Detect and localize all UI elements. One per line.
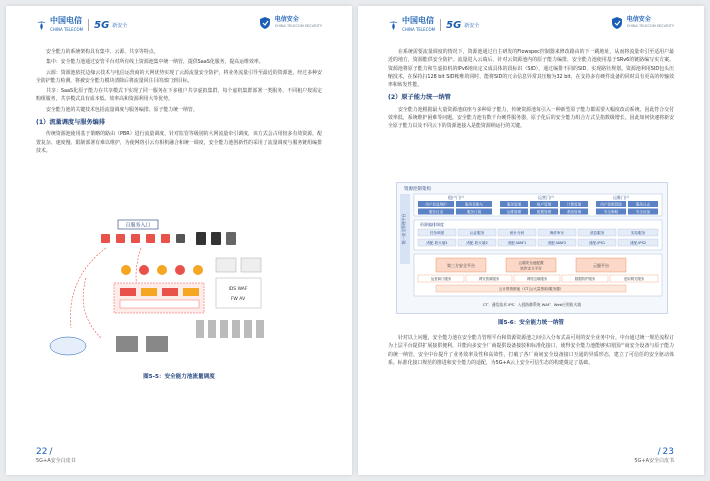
box-label: 适配-防火墙1 bbox=[426, 241, 448, 245]
box-label: 虚拟网关服务 bbox=[623, 277, 645, 281]
box-label: 用户信息维护 bbox=[425, 202, 447, 207]
china-telecom-logo bbox=[388, 16, 479, 34]
security-brand-sub: CHINA TELECOM SECURITY bbox=[274, 24, 322, 28]
box-label: 任务调度 bbox=[429, 231, 445, 235]
box-label: 云计算资源池（CT云/大量资源/服务器） bbox=[498, 287, 564, 291]
security-logo bbox=[610, 16, 674, 30]
box-label: 消息服务 bbox=[589, 231, 605, 235]
paragraph: 传统资源池使用基于策略的路由（PBR）进行流量调度，针对监管等级别的大网流量牵引调度，该方式会占用较多有效资源，配置复杂、速度慢、限制部署有难以维护，为使网络引云有相机融合和统一调度，安全能力池创新性的采用了流量调度与服务链组编排技术。 bbox=[36, 131, 322, 154]
server-racks bbox=[196, 320, 264, 338]
unified-management-figure bbox=[396, 182, 668, 314]
box-label: 计费管理 bbox=[566, 202, 582, 207]
box-label: 适配-WAF1 bbox=[507, 241, 527, 245]
5g-mark: 5G bbox=[94, 19, 110, 31]
security-logo-icon bbox=[610, 17, 624, 29]
page-footer bbox=[36, 448, 76, 465]
box-label: 配置管理 bbox=[536, 210, 552, 214]
box-label: 安全策略 bbox=[603, 210, 619, 214]
box-label: 安全设备 bbox=[635, 210, 651, 214]
box-label: 运营商门服务 bbox=[430, 277, 452, 281]
china-telecom-icon bbox=[388, 20, 399, 31]
box-label: 服务管理 bbox=[506, 202, 522, 207]
server-icon bbox=[146, 336, 168, 352]
page-slash: / bbox=[49, 447, 53, 457]
traffic-scheduling-diagram bbox=[46, 218, 312, 368]
figure-caption: 图5-6：安全能力统一纳管 bbox=[497, 320, 565, 326]
figure-legend: CT：通信技术 IPS：入侵防御系统 WAF：Web应用防火墙 bbox=[482, 302, 582, 307]
paragraph: 云源：资源池依托边缘云技术与电信运营商的大网优势实现了云源流量安全防护，将业务流量引导至最近的资源池，经过多种安全防护能力检测，将被安全能力模块清除后将流量回注目的部门到目标。 bbox=[36, 69, 322, 84]
box-label: 适配-IPS1 bbox=[588, 241, 606, 245]
figure-caption: 图5-5：安全能力池流量调度 bbox=[143, 374, 215, 380]
user-icons-row bbox=[101, 232, 236, 245]
china-telecom-icon bbox=[36, 20, 47, 31]
box-label: 软件定义平台 bbox=[520, 266, 542, 271]
server-icon bbox=[116, 336, 138, 352]
svg-text:FW AV: FW AV bbox=[230, 297, 246, 302]
svg-text:IDS WAF: IDS WAF bbox=[228, 287, 248, 292]
unified-management-diagram bbox=[396, 182, 668, 314]
security-brand-sub: CHINA TELECOM SECURITY bbox=[626, 24, 674, 28]
box-label: 系统管理 bbox=[566, 210, 582, 214]
row-label: 租户门户 bbox=[448, 195, 464, 200]
paragraph: 在系统需要流量调度的情况下，资源池通过自主研发的Flowspec控制器来修改路由的下一跳地址，从而将流量牵引至适用户最近的地方，资源能供安全防护。流量进入云端后，针对云资源池内的原子能力编排，安全能力池使用基于SRv6的链路编写实方案。资源池将原子能力和生虚拟机的IPv6地址定义成具体的段标识（SID），通过编排不同的SID，实现路径规划。资源池利用SID包头压缩技术，在保持扫128 bit SID帐唯的同时，能将SID的冗余信息异常其压缩为32 bit，在支持多有硬件设备的同时具有更高的传输效率和转发性能。 bbox=[388, 49, 674, 89]
box-label: 服务订阅 bbox=[466, 210, 482, 214]
box-label: 租户管理 bbox=[536, 202, 552, 207]
entry-label: 自服务入口 bbox=[125, 222, 151, 229]
left-body-text bbox=[36, 48, 322, 157]
box-label: 服务目录 bbox=[428, 210, 444, 214]
page-slash: / bbox=[657, 447, 661, 457]
paragraph: 安全能力池的关键技术包括流量调度与服务编排、原子能力统一纳管。 bbox=[46, 106, 198, 113]
box-label: 用户资源管理 bbox=[600, 202, 622, 207]
brand-sub: CHINA TELECOM bbox=[50, 27, 84, 32]
brand-name: 中国电信 bbox=[50, 16, 82, 25]
right-body-text bbox=[388, 48, 674, 133]
paragraph: 集中：安全能力池通过安管平台对所有线上资源池集中统一纳管，提供SaaS化服务，提高运维效率。 bbox=[46, 59, 264, 66]
paragraph: 针对以上问题，安全能力池在安全能力管理平台和资源资源池之间引入分布式高可用的安全业务中台。中台通过统一规范流程订为上层平台提供扩展接供便利，并能向多安全厂商提供设备接驳和标准化接口，使得安全能力池能够实现国产商安全设备与原子能力的统一纳管，安全中台提升了业务效率及性和高效性，打破了各厂商间安全设备接口互通的异质形态，建立了可信任的安全驱动体系。标准化接口规范的推进和安全能力的适配，为5G+A云上安全可信生态的构建奠定了基础。 bbox=[388, 335, 674, 366]
brand-sub: CHINA TELECOM bbox=[402, 27, 436, 32]
row-label: 资源编排调度 bbox=[420, 222, 444, 227]
left-vertical-label: 统一安全管理平台 bbox=[401, 213, 406, 245]
right-page bbox=[358, 6, 704, 475]
5g-mark: 5G bbox=[446, 19, 462, 31]
security-logo-icon bbox=[258, 17, 272, 29]
row-label: 运营门户 bbox=[538, 195, 554, 200]
box-label: 操作审计 bbox=[549, 231, 565, 235]
box-label: 网安资源服务 bbox=[478, 277, 500, 281]
figure-title: 资源控制架构 bbox=[404, 187, 431, 192]
box-label: 认证服务 bbox=[469, 231, 485, 235]
box-label: 数据防护服务 bbox=[574, 277, 596, 281]
security-tools-column bbox=[216, 258, 261, 308]
paragraph: 共享：SaaS化原子能力在共享模式下实现了同一服务在下多租户共享虚拟集群，每个虚机集群部署一类服务，不同租户按需定购组服务，共享模式具有成本低、效率高和资源利用大等优势。 bbox=[36, 88, 322, 103]
box-label: 适配-WAF2 bbox=[547, 241, 567, 245]
cloud-icon bbox=[50, 337, 86, 355]
brand-name: 中国电信 bbox=[402, 16, 434, 25]
page-number: 23 bbox=[662, 447, 674, 457]
paragraph: 安全能力的系统架构具有集中、云源、共享等特点。 bbox=[46, 49, 159, 55]
box-label: 运维管理 bbox=[506, 210, 522, 214]
paragraph: 安全能力池根据最大量资源池底座与多种原子能力，传统资源池每引入一种新型原子能力都需要大幅度改动系统，因此符合交付效率低，系统维护困难等问题。安全能力池有数千台硬件服务器，原子化后的安全能力组合方式呈指数级增长。因此如何快速将新安全原子能力以及不同云下的资源池接入是能资源纳运行的关键。 bbox=[388, 106, 674, 130]
security-brand-name: 电信安全 bbox=[274, 16, 299, 23]
page-number: 22 bbox=[36, 447, 48, 457]
box-label: 第三方安全平台 bbox=[447, 263, 475, 268]
box-label: 云端安全池配置 bbox=[518, 261, 544, 265]
left-page bbox=[6, 6, 352, 475]
book-title: 5G+A安全白皮书 bbox=[634, 458, 674, 464]
page-header bbox=[358, 16, 704, 38]
box-label: 服务采购与 bbox=[465, 202, 483, 207]
service-chain-icons bbox=[121, 265, 203, 275]
5g-sub: 新安全 bbox=[464, 22, 480, 29]
box-label: 适配-IPS2 bbox=[629, 241, 647, 245]
row-label: 运维门户 bbox=[613, 195, 629, 200]
box-label: 统计分析 bbox=[509, 231, 525, 235]
5g-sub: 新安全 bbox=[112, 22, 128, 29]
page-footer bbox=[634, 448, 674, 465]
china-telecom-logo bbox=[36, 16, 127, 34]
right-body-text-lower bbox=[388, 334, 674, 369]
section-heading: (1）流量调度与服务编排 bbox=[36, 119, 106, 127]
traffic-scheduling-figure bbox=[46, 218, 312, 368]
section-heading: (2）原子能力统一纳管 bbox=[388, 94, 451, 102]
box-label: 适配-防火墙2 bbox=[466, 241, 488, 245]
box-label: 实验服务 bbox=[630, 231, 646, 235]
security-logo bbox=[258, 16, 322, 30]
box-label: 服务日志 bbox=[635, 202, 651, 207]
page-header bbox=[6, 16, 352, 38]
book-title: 5G+A安全白皮书 bbox=[36, 458, 76, 464]
box-label: 云服平台 bbox=[593, 263, 609, 268]
box-label: 网络边缘服务 bbox=[526, 277, 548, 281]
security-brand-name: 电信安全 bbox=[626, 16, 651, 23]
